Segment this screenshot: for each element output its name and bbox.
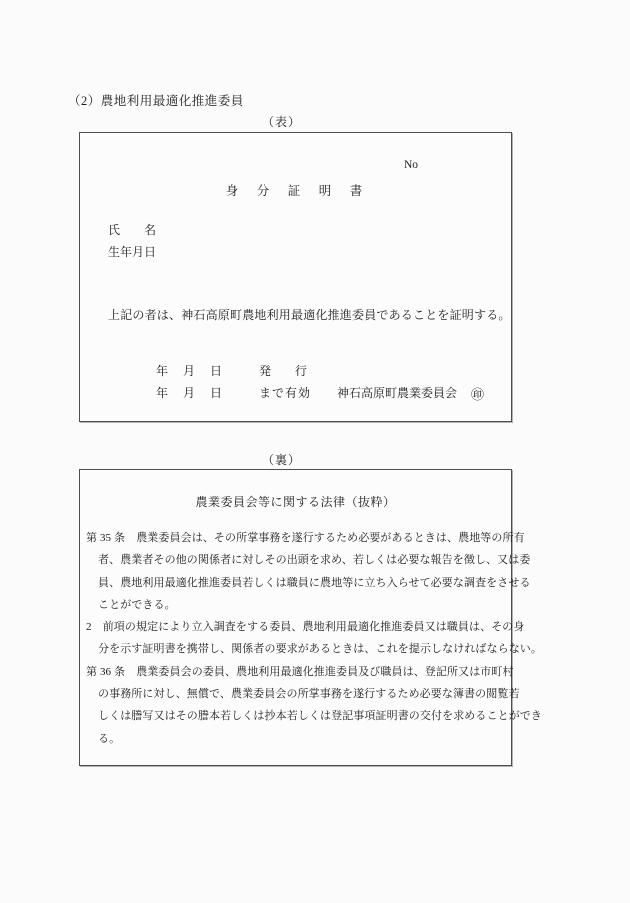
issuer-name: 神石高原町農業委員会 xyxy=(337,386,458,400)
valid-until-label: まで有効 xyxy=(259,386,312,400)
law-title: 農業委員会等に関する法律（抜粋） xyxy=(195,495,396,509)
law-line: 第 35 条 農業委員会は、その所掌事務を遂行するため必要があるときは、農地等の所有 xyxy=(86,532,525,544)
birthdate-field-label: 生年月日 xyxy=(108,245,157,259)
law-line: の事務所に対し、無償で、農業委員会の所掌事務を遂行するため必要な簿書の閲覧若 xyxy=(98,688,520,701)
law-excerpt-body xyxy=(86,527,542,750)
issue-label: 発 行 xyxy=(259,364,308,378)
name-field-label: 氏 名 xyxy=(108,223,157,237)
law-line: 第 36 条 農業委員会の委員、農地利用最適化推進委員及び職員は、登記所又は市町村 xyxy=(86,665,514,678)
id-card-back xyxy=(79,469,542,766)
back-side-label: （裏） xyxy=(262,453,302,467)
certification-statement: 上記の者は、神石高原町農地利用最適化推進委員であることを証明する。 xyxy=(108,308,511,322)
law-line: ことができる。 xyxy=(98,598,176,611)
seal-mark-icon: ㊞ xyxy=(471,387,485,402)
law-line: 2 前項の規定により立入調査をする委員、農地利用最適化推進委員又は職員は、その身 xyxy=(86,621,525,634)
law-line: る。 xyxy=(98,732,121,745)
id-card-front xyxy=(79,132,512,422)
law-line: 員、農地利用最適化推進委員若しくは職員に農地等に立ち入らせて必要な調査をさせる xyxy=(98,576,531,589)
certificate-number-label: No xyxy=(404,159,419,171)
valid-date-blank: 年 月 日 xyxy=(156,386,224,400)
law-line: しくは謄写又はその謄本若しくは抄本若しくは登記事項証明書の交付を求めることができ xyxy=(98,710,542,723)
front-side-label: （表） xyxy=(262,115,302,129)
issue-date-blank: 年 月 日 xyxy=(156,364,224,378)
law-line: 分を示す証明書を携帯し、関係者の要求があるときは、これを提示しなければならない。 xyxy=(98,643,542,656)
section-heading: （2）農地利用最適化推進委員 xyxy=(68,94,244,108)
card-title: 身 分 証 明 書 xyxy=(225,184,366,198)
law-line: 者、農業者その他の関係者に対しその出頭を求め、若しくは必要な報告を徴し、又は委 xyxy=(98,554,531,567)
